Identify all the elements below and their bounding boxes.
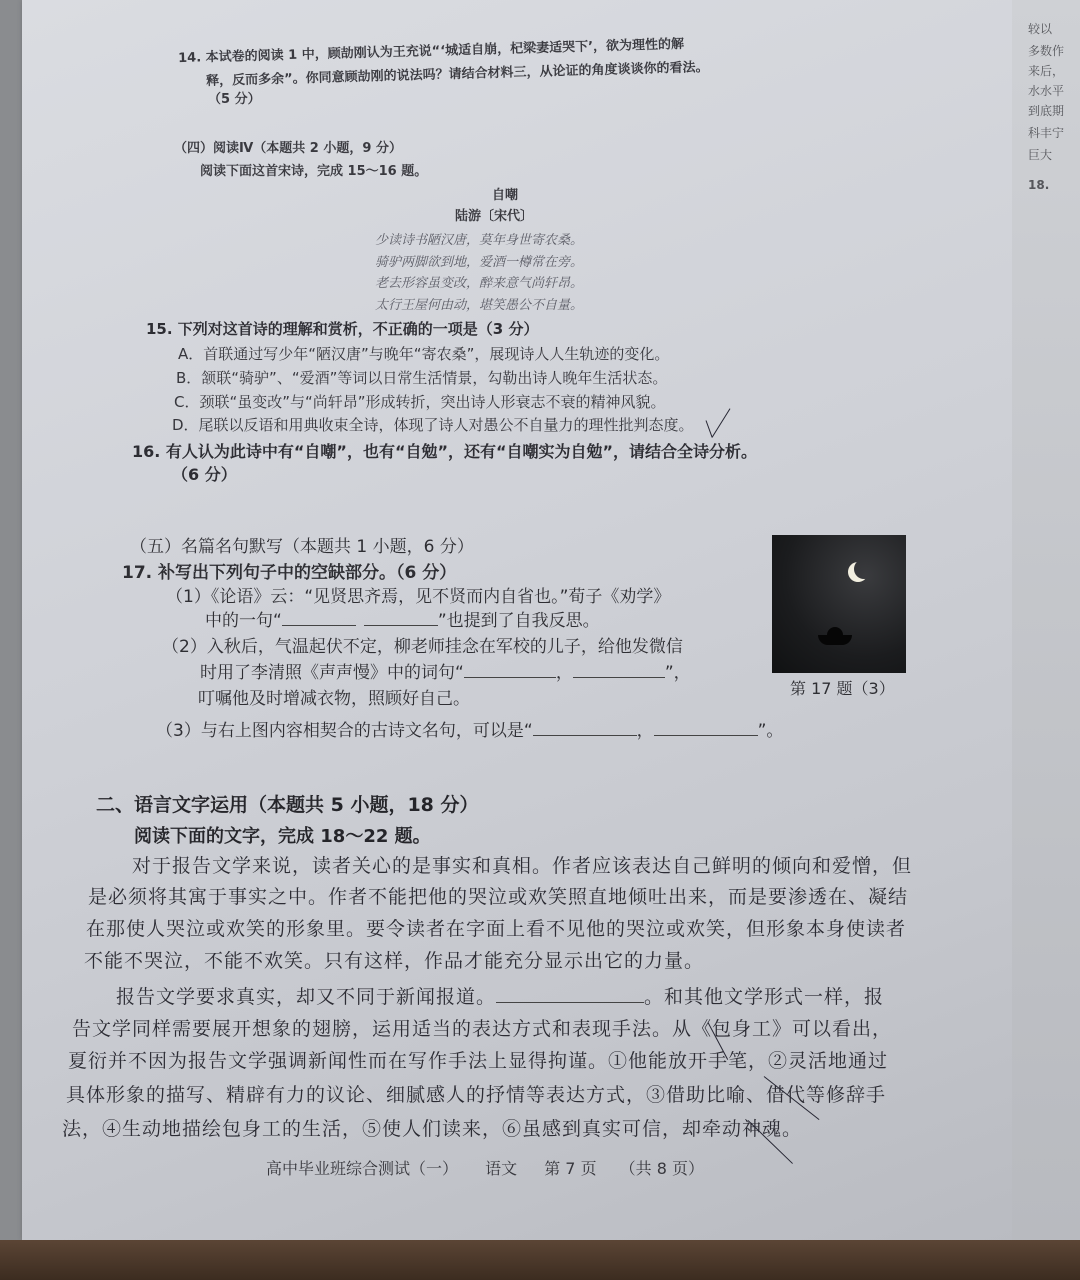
boat-icon (818, 635, 852, 645)
poem-line: 老去形容虽变改，醉来意气尚轩昂。 (375, 276, 584, 291)
footer-total-pages: （共 8 页） (619, 1159, 705, 1178)
q15-option-c: C．颈联“虽变改”与“尚轩昂”形成转折，突出诗人形衰志不衰的精神风貌。 (174, 393, 666, 411)
q17-item3-suffix: ”。 (757, 721, 784, 741)
q17-item1-blank-line (205, 606, 600, 631)
q17-item2-comma: ， (555, 663, 573, 683)
q17-item1-suffix: ”也提到了自我反思。 (437, 611, 600, 631)
answer-blank[interactable] (364, 625, 438, 626)
q17-stem: 17. 补写出下列句子中的空缺部分。（6 分） (122, 563, 457, 583)
poem-line: 少读诗书陋汉唐，莫年身世寄农桑。 (375, 233, 584, 248)
table-surface (0, 1240, 1080, 1280)
adjacent-page-text: 巨大 (1028, 148, 1053, 162)
q17-item3-prefix: （3）与右上图内容相契合的古诗文名句，可以是“ (156, 721, 533, 741)
footer-exam-name: 高中毕业班综合测试（一） (266, 1159, 459, 1178)
adjacent-page-text: 到底期 (1028, 104, 1065, 118)
crescent-moon-icon (854, 559, 874, 579)
q16-score: （6 分） (172, 465, 237, 484)
footer-subject: 语文 (485, 1159, 518, 1178)
adjacent-page-question-number: 18. (1028, 178, 1050, 192)
section5-header: （五）名篇名句默写（本题共 1 小题，6 分） (130, 537, 474, 557)
q17-item2: （2）入秋后，气温起伏不定，柳老师挂念在军校的儿子，给他发微信 (162, 637, 683, 657)
passage-text: 报告文学要求真实，却又不同于新闻报道。 (116, 986, 497, 1008)
footer-page-number: 第 7 页 (544, 1159, 597, 1178)
part2-instruction: 阅读下面的文字，完成 18～22 题。 (134, 826, 431, 847)
adjacent-page-text: 科丰宁 (1028, 126, 1065, 140)
q17-item2-end: 叮嘱他及时增减衣物，照顾好自己。 (198, 689, 470, 709)
passage-line: 告文学同样需要展开想象的翅膀，运用适当的表达方式和表现手法。从《包身工》可以看出， (72, 1018, 893, 1040)
q17-item1-prefix: 中的一句“ (205, 611, 282, 631)
q16-stem: 16. 有人认为此诗中有“自嘲”，也有“自勉”，还有“自嘲实为自勉”，请结合全诗分析。 (132, 442, 758, 461)
q15-stem: 15. 下列对这首诗的理解和赏析，不正确的一项是（3 分） (146, 320, 539, 338)
photo-caption: 第 17 题（3） (790, 679, 895, 698)
q17-item1: （1）《论语》云：“见贤思齐焉，见不贤而内自省也。”荀子《劝学》 (166, 587, 671, 607)
q14-line: 14. 本试卷的阅读 1 中，顾劼刚认为王充说“‘城适自崩，杞梁妻适哭下’，欲为理性的解 (177, 36, 685, 67)
answer-blank[interactable] (654, 735, 758, 736)
passage-line: 在那使人哭泣或欢笑的形象里。要令读者在字面上看不见他的哭泣或欢笑，但形象本身使读者 (86, 918, 907, 940)
q17-item2-prefix: 时用了李清照《声声慢》中的词句“ (200, 663, 464, 683)
adjacent-page-text: 多数作 (1028, 44, 1065, 58)
passage-line: 对于报告文学来说，读者关心的是事实和真相。作者应该表达自己鲜明的倾向和爱憎，但 (132, 855, 913, 877)
footer (266, 1156, 704, 1179)
poem-line: 骑驴两脚欲到地，爱酒一樽常在旁。 (375, 255, 584, 270)
passage-line: 不能不哭泣，不能不欢笑。只有这样，作品才能充分显示出它的力量。 (84, 950, 705, 972)
part2-header: 二、语言文字运用（本题共 5 小题，18 分） (96, 794, 479, 816)
poem-author: 陆游〔宋代〕 (455, 209, 534, 224)
adjacent-page-text: 来后， (1028, 64, 1065, 78)
answer-blank[interactable] (533, 735, 637, 736)
answer-blank[interactable] (496, 1002, 644, 1003)
moon-boat-image (772, 535, 906, 673)
answer-blank[interactable] (573, 677, 665, 678)
q15-option-d: D．尾联以反语和用典收束全诗，体现了诗人对愚公不自量力的理性批判态度。 (172, 416, 694, 434)
q17-item3-comma: ， (636, 721, 654, 741)
reading4-instruction: 阅读下面这首宋诗，完成 15～16 题。 (200, 164, 428, 179)
passage-line: 夏衍并不因为报告文学强调新闻性而在写作手法上显得拘谨。①他能放开手笔，②灵活地通过 (68, 1050, 889, 1072)
q14-score: （5 分） (208, 92, 261, 107)
q15-option-b: B．颔联“骑驴”、“爱酒”等词以日常生活情景，勾勒出诗人晚年生活状态。 (176, 369, 668, 387)
q17-item2-suffix: ”， (664, 663, 691, 683)
adjacent-page-text: 较以 (1028, 22, 1053, 36)
adjacent-page-strip (1012, 0, 1080, 1240)
poem-title: 自嘲 (492, 188, 519, 203)
passage-line: 法，④生动地描绘包身工的生活，⑤使人们读来，⑥虽感到真实可信，却牵动神魂。 (62, 1118, 803, 1140)
passage-text: 。和其他文学形式一样，报 (644, 986, 885, 1008)
passage-line: 是必须将其寓于事实之中。作者不能把他的哭泣或欢笑照直地倾吐出来，而是要渗透在、凝结 (88, 886, 909, 908)
passage-line: 具体形象的描写、精辟有力的议论、细腻感人的抒情等表达方式，③借助比喻、借代等修辞手 (66, 1084, 887, 1106)
poem-line: 太行王屋何由动，堪笑愚公不自量。 (375, 298, 584, 313)
reading4-header: （四）阅读Ⅳ（本题共 2 小题，9 分） (174, 141, 402, 156)
q14-line: 释，反而多余”。你同意顾劼刚的说法吗？请结合材料三，从论证的角度谈谈你的看法。 (205, 59, 709, 90)
adjacent-page-text: 水水平 (1028, 84, 1065, 98)
answer-blank[interactable] (282, 625, 356, 626)
passage-line-with-blank (116, 982, 884, 1009)
q17-item2-blank-line (200, 658, 691, 683)
answer-blank[interactable] (464, 677, 556, 678)
q17-item3 (156, 716, 783, 741)
q15-option-a: A．首联通过写少年“陋汉唐”与晚年“寄农桑”，展现诗人人生轨迹的变化。 (178, 345, 670, 363)
